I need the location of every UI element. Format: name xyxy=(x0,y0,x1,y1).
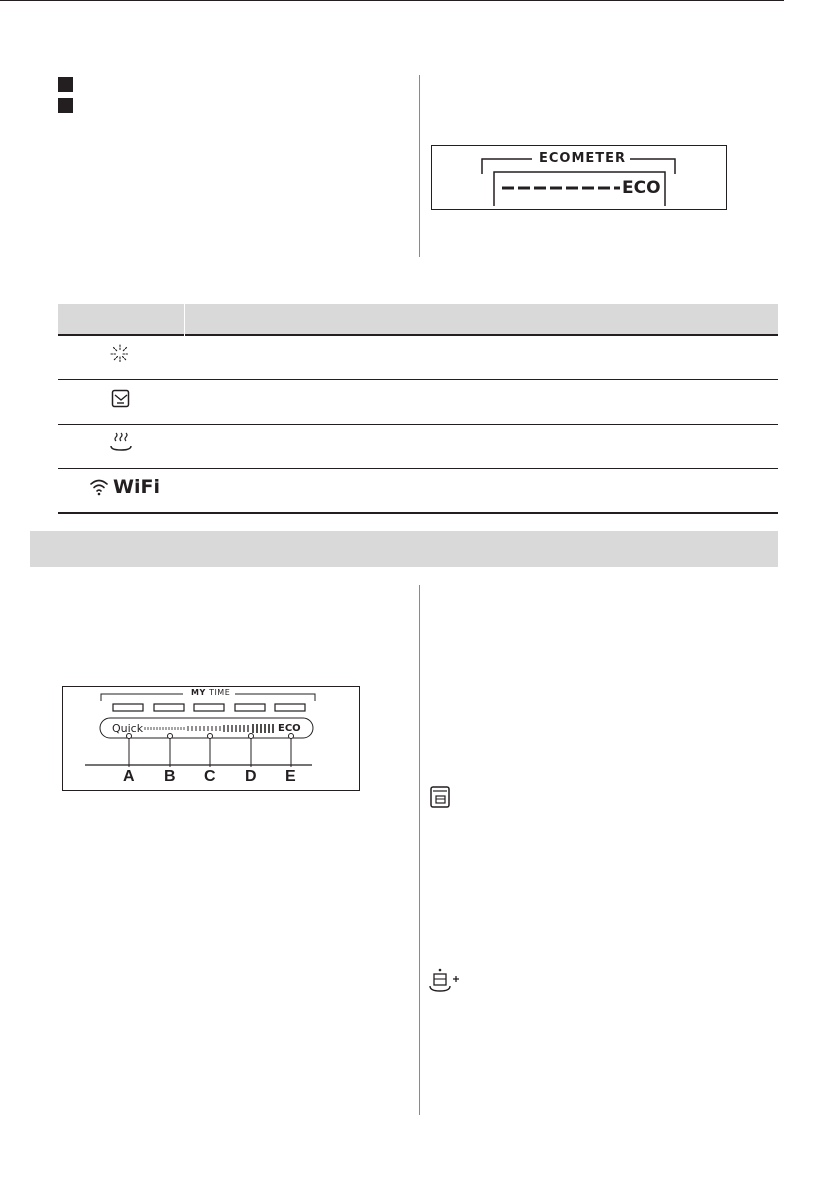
indicator-table-column-separator xyxy=(184,304,185,512)
drying-heat-icon xyxy=(110,431,132,455)
marker-label-c: C xyxy=(204,768,216,785)
column-divider xyxy=(419,585,420,1115)
list-marker-square xyxy=(58,98,73,113)
list-marker-square xyxy=(58,77,73,92)
salt-refill-icon xyxy=(111,389,131,409)
table-bottom-rule xyxy=(58,512,778,514)
marker-label-d: D xyxy=(245,768,257,785)
wifi-label: WiFi xyxy=(113,476,160,498)
table-row-rule xyxy=(58,379,778,380)
ecometer-panel xyxy=(431,145,727,210)
quick-label: Quick xyxy=(112,722,144,735)
marker-label-b: B xyxy=(164,768,176,785)
extra-drying-plus-icon xyxy=(429,968,465,994)
table-row-rule xyxy=(58,424,778,425)
ecometer-title: ECOMETER xyxy=(535,151,630,166)
wifi-icon xyxy=(89,478,109,496)
mytime-eco-label: ECO xyxy=(278,723,301,734)
marker-label-a: A xyxy=(123,768,135,785)
mytime-panel xyxy=(62,686,360,791)
ecometer-eco-label: ECO xyxy=(622,178,661,198)
rinse-aid-sparkle-icon xyxy=(110,344,130,364)
column-divider xyxy=(419,75,420,257)
section-heading-band xyxy=(30,531,778,567)
indicator-table-header xyxy=(58,304,778,336)
lower-basket-icon xyxy=(430,786,452,808)
marker-label-e: E xyxy=(285,768,296,785)
page-top-rule xyxy=(0,0,784,1)
table-row-rule xyxy=(58,468,778,469)
wifi-indicator xyxy=(89,476,169,500)
mytime-title: MY TIME xyxy=(191,688,231,697)
